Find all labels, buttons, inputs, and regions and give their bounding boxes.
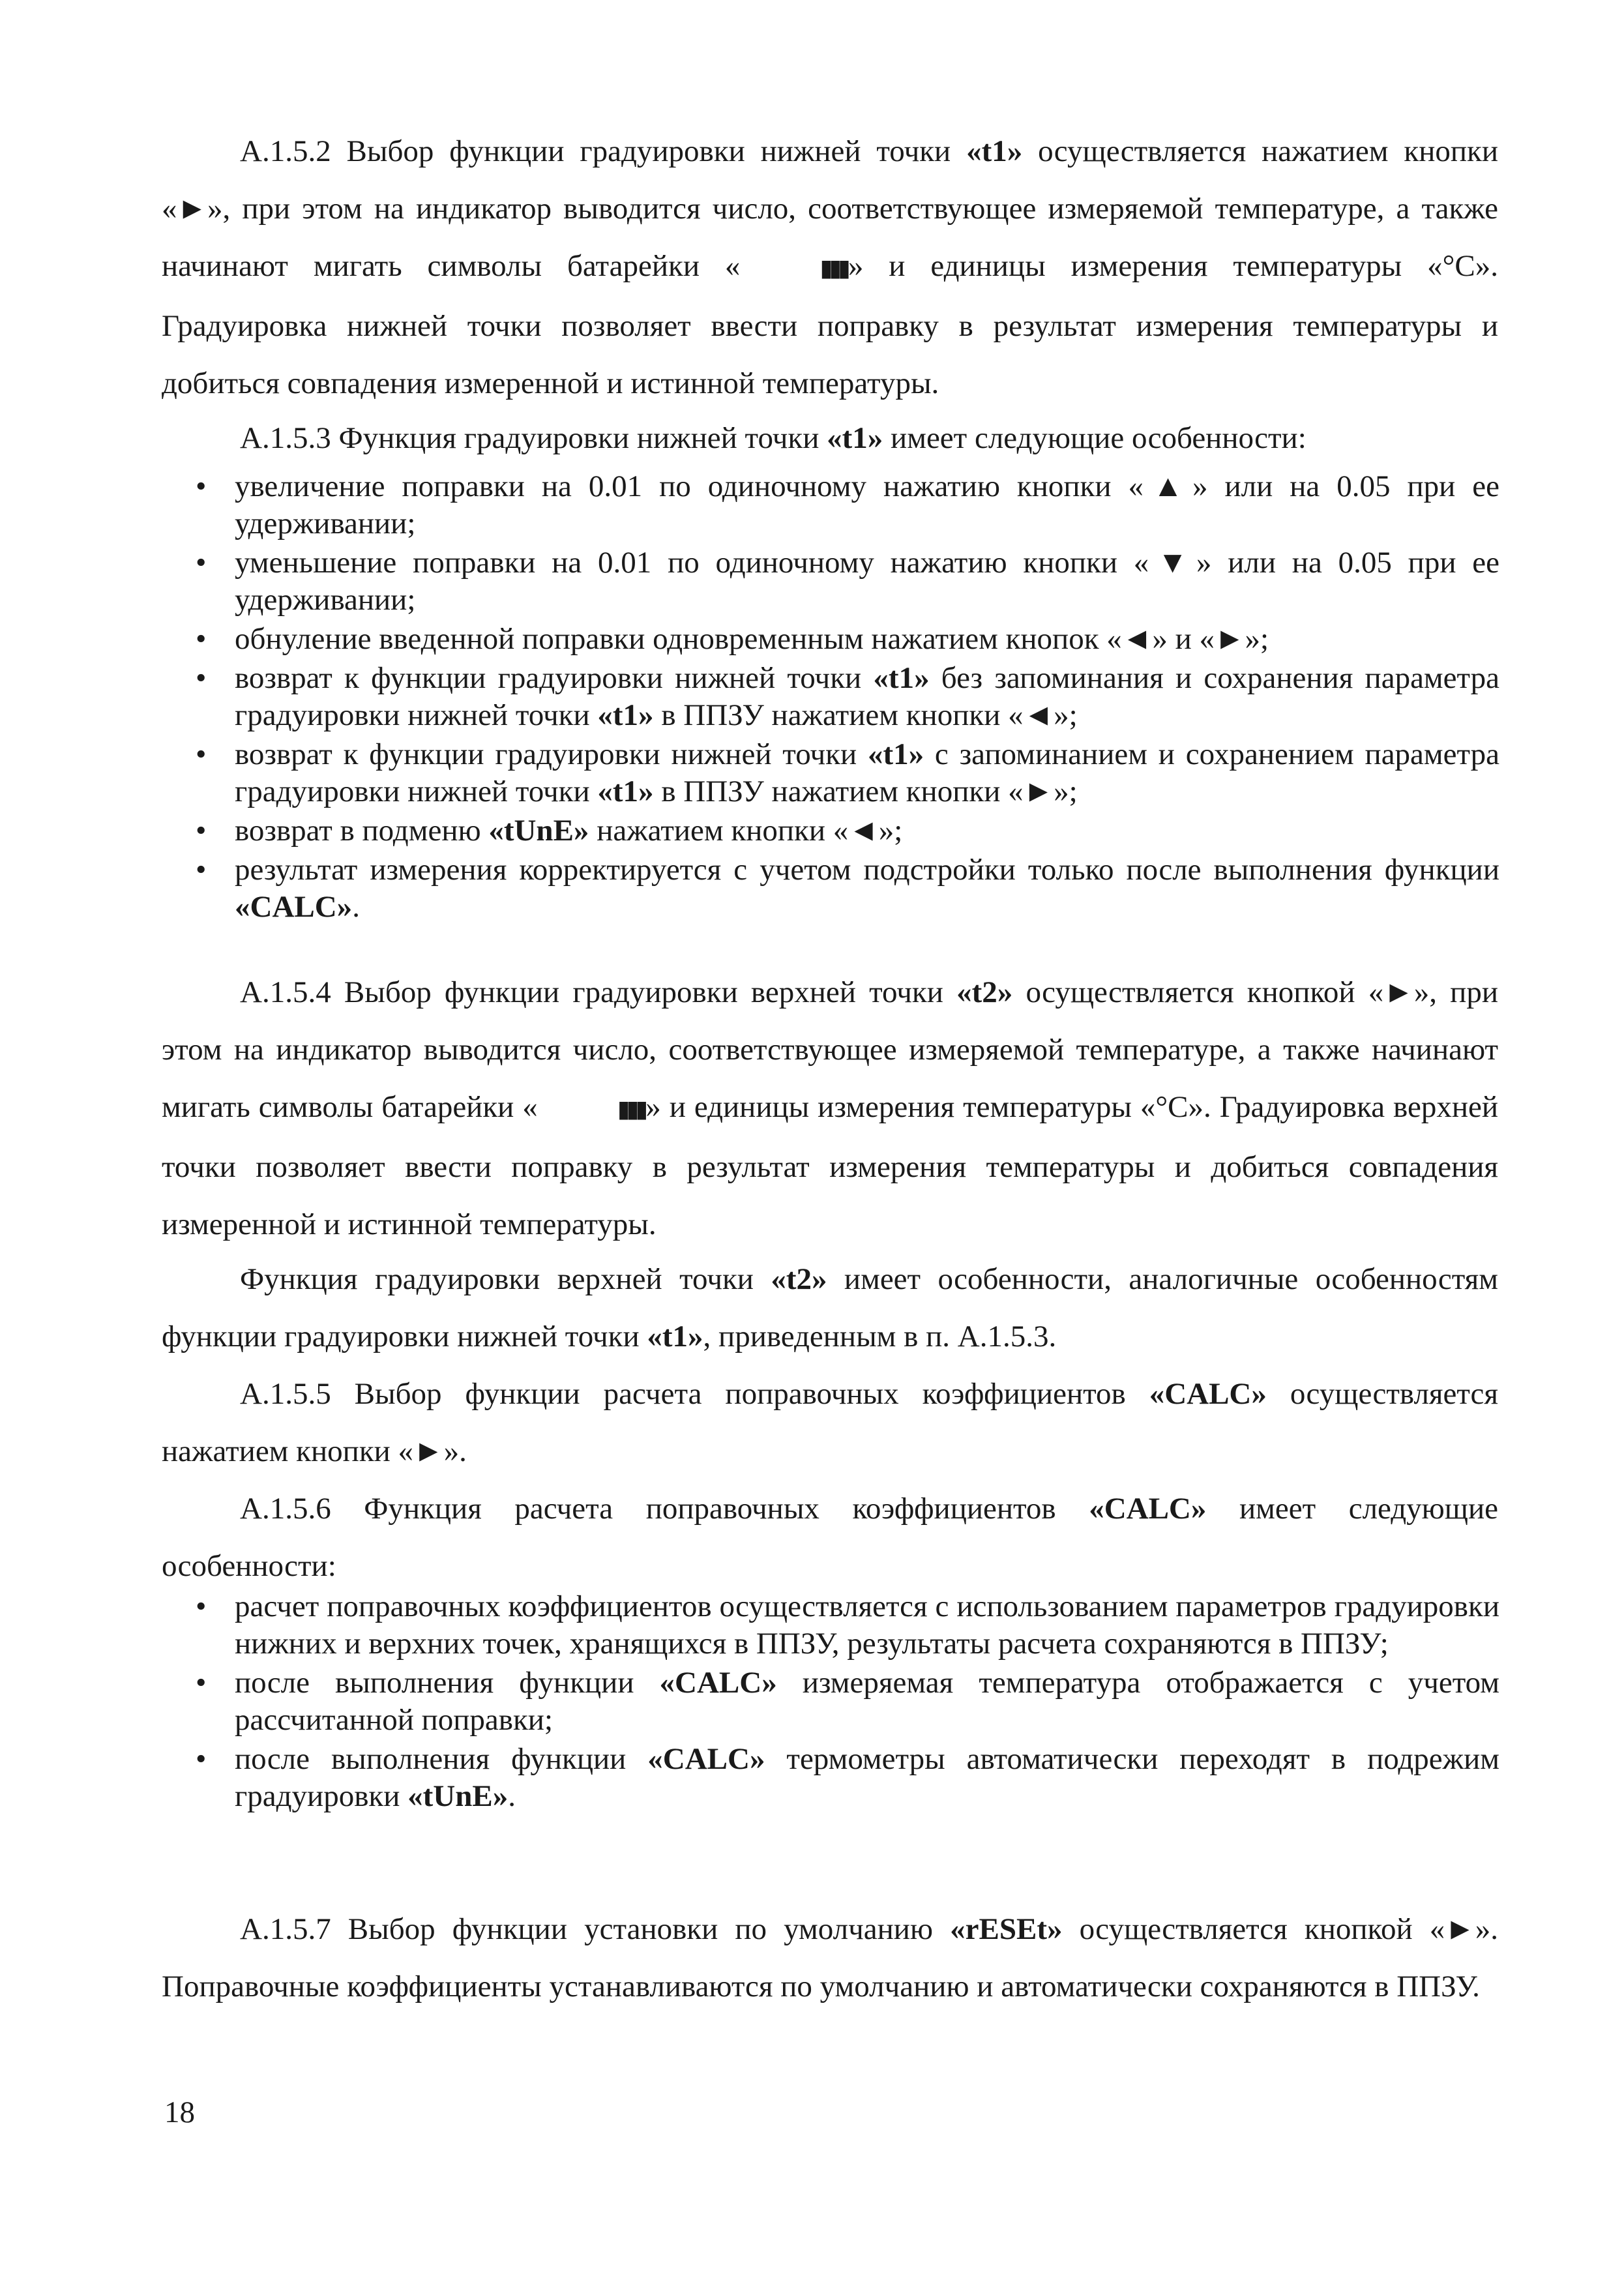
text: нажатием кнопки «◄»;	[589, 814, 903, 848]
text: с запоминанием и сохранением параметра градуировки нижней точки	[235, 737, 1499, 808]
list-item	[235, 851, 1499, 926]
text: осуществляется кнопкой «►», при этом на индикатор выводится число, соответствующее измеряемой температуре, а также начинают мигать символы батарейки «	[162, 975, 1498, 1124]
code-tune: «tUnE»	[488, 814, 589, 848]
list-item	[235, 736, 1499, 810]
text: результат измерения корректируется с учетом подстройки только после выполнения функции	[235, 853, 1499, 887]
features-list-t1	[235, 468, 1499, 928]
text: возврат к функции градуировки нижней точки	[235, 737, 868, 771]
paragraph-a155	[162, 1365, 1498, 1480]
text: возврат в подменю	[235, 814, 489, 848]
text: уменьшение поправки на 0.01 по одиночному нажатию кнопки «▼» или на 0.05 при ее удерживании;	[235, 546, 1499, 617]
code-calc: «CALC»	[659, 1666, 777, 1700]
code-t1: «t1»	[873, 661, 930, 695]
list-item	[235, 1588, 1499, 1663]
text: А.1.5.2 Выбор функции градуировки нижней точки	[240, 134, 967, 168]
text: в ППЗУ нажатием кнопки «►»;	[653, 775, 1078, 808]
text: .	[508, 1779, 516, 1813]
text: » и единицы измерения температуры «°C». Градуировка верхней точки позволяет ввести поправку в результат измерения температуры и добиться совпадения измеренной и истинной температуры.	[162, 1090, 1498, 1242]
text: в ППЗУ нажатием кнопки «◄»;	[653, 698, 1078, 732]
text: термометры автоматически переходят в подрежим градуировки	[235, 1742, 1500, 1813]
text: » и единицы измерения температуры «°C». Градуировка нижней точки позволяет ввести поправку в результат измерения температуры и добиться совпадения измеренной и истинной температуры.	[162, 249, 1498, 401]
text: Функция градуировки верхней точки	[240, 1262, 771, 1296]
text: , приведенным в п. А.1.5.3.	[703, 1320, 1057, 1353]
code-t2: «t2»	[771, 1262, 827, 1296]
text: измеряемая температура отображается с учетом рассчитанной поправки;	[235, 1666, 1499, 1737]
paragraph-a153	[162, 409, 1498, 467]
paragraph-a154-note	[162, 1250, 1498, 1365]
code-t1: «t1»	[597, 775, 654, 808]
list-item	[235, 544, 1499, 619]
text: имеет следующие особенности:	[162, 1492, 1498, 1583]
text: А.1.5.5 Выбор функции расчета поправочных коэффициентов	[240, 1377, 1149, 1411]
code-calc: «CALC»	[1089, 1492, 1207, 1526]
text: без запоминания и сохранения параметра градуировки нижней точки	[235, 661, 1500, 732]
text: после выполнения функции	[235, 1666, 660, 1700]
text: А.1.5.7 Выбор функции установки по умолчанию	[240, 1912, 951, 1946]
text: .	[352, 890, 360, 924]
paragraph-a152	[162, 123, 1498, 412]
code-t1: «t1»	[867, 737, 924, 771]
text: обнуление введенной поправки одновременным нажатием кнопок «◄» и «►»;	[235, 622, 1269, 656]
code-t1: «t1»	[597, 698, 654, 732]
list-item	[235, 812, 1499, 850]
text: имеет особенности, аналогичные особенностям функции градуировки нижней точки	[162, 1262, 1498, 1353]
text: имеет следующие особенности:	[883, 421, 1307, 455]
battery-icon: ▮▮▮	[617, 1096, 645, 1123]
list-item	[235, 660, 1499, 734]
code-calc: «CALC»	[1149, 1377, 1267, 1411]
text: осуществляется нажатием кнопки «►», при этом на индикатор выводится число, соответствующее измеряемой температуре, а также начинают мигать символы батарейки «	[162, 134, 1498, 283]
text: А.1.5.4 Выбор функции градуировки верхней точки	[240, 975, 957, 1009]
text: А.1.5.3 Функция градуировки нижней точки	[240, 421, 827, 455]
battery-icon: ▮▮▮	[819, 255, 847, 282]
code-calc: «CALC»	[647, 1742, 765, 1776]
code-reset: «rESEt»	[950, 1912, 1063, 1946]
code-calc: «CALC»	[235, 890, 353, 924]
list-item	[235, 1741, 1499, 1815]
list-item	[235, 1664, 1499, 1739]
paragraph-a154	[162, 964, 1498, 1253]
code-t2: «t2»	[956, 975, 1013, 1009]
text: увеличение поправки на 0.01 по одиночному нажатию кнопки «▲» или на 0.05 при ее удерживании;	[235, 469, 1499, 540]
paragraph-a157	[162, 1900, 1498, 2015]
text: А.1.5.6 Функция расчета поправочных коэффициентов	[240, 1492, 1089, 1526]
code-t1: «t1»	[827, 421, 883, 455]
text: осуществляется кнопкой «►». Поправочные коэффициенты устанавливаются по умолчанию и автоматически сохраняются в ППЗУ.	[162, 1912, 1499, 2003]
code-t1: «t1»	[966, 134, 1023, 168]
code-t1: «t1»	[647, 1320, 703, 1353]
features-list-calc	[235, 1588, 1499, 1817]
list-item	[235, 468, 1499, 542]
code-tune: «tUnE»	[407, 1779, 509, 1813]
list-item	[235, 621, 1499, 658]
text: расчет поправочных коэффициентов осуществляется с использованием параметров градуировки нижних и верхних точек, хранящихся в ППЗУ, результаты расчета сохраняются в ППЗУ;	[235, 1589, 1499, 1661]
text: возврат к функции градуировки нижней точки	[235, 661, 874, 695]
text: после выполнения функции	[235, 1742, 648, 1776]
page-number: 18	[164, 2095, 195, 2129]
paragraph-a156	[162, 1480, 1498, 1595]
text: осуществляется нажатием кнопки «►».	[162, 1377, 1498, 1468]
